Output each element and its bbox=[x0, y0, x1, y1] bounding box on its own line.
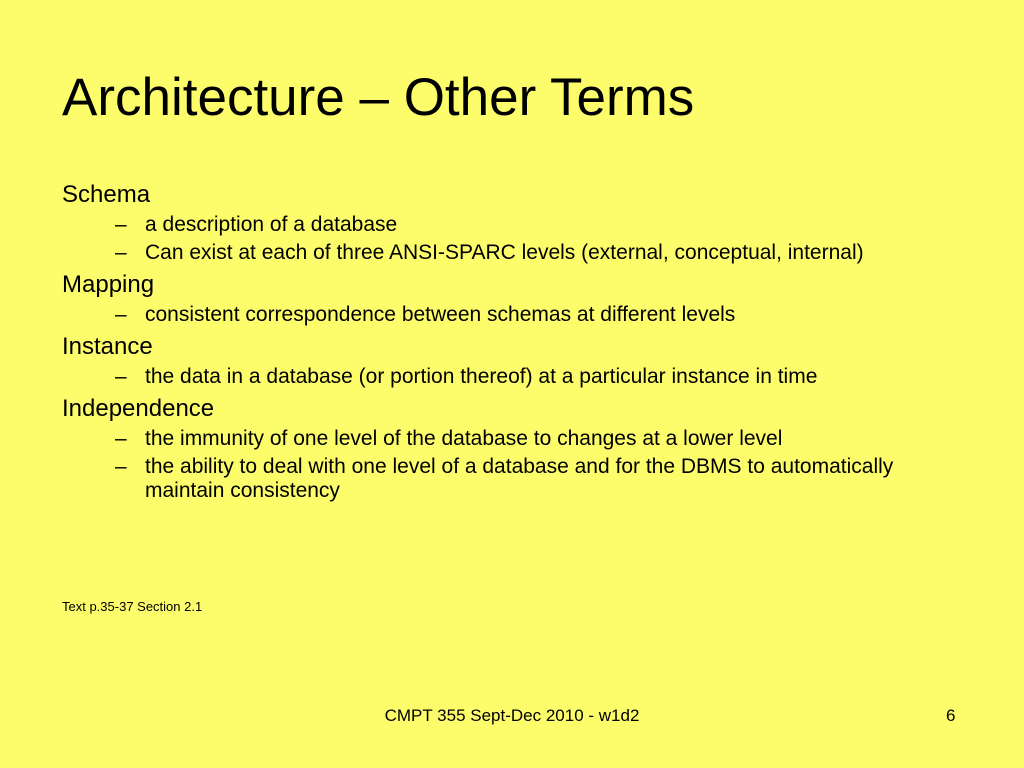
term-heading: Instance bbox=[62, 333, 153, 360]
dash-bullet: – bbox=[115, 455, 127, 478]
dash-bullet: – bbox=[115, 303, 127, 326]
term-section-schema bbox=[62, 181, 962, 265]
definition-text: a description of a database bbox=[145, 213, 398, 236]
definition-text: Can exist at each of three ANSI-SPARC levels (external, conceptual, internal) bbox=[145, 241, 864, 264]
definition-item bbox=[115, 303, 962, 327]
definition-text: the data in a database (or portion thereof) at a particular instance in time bbox=[145, 365, 818, 388]
definition-list bbox=[62, 427, 962, 503]
dash-bullet: – bbox=[115, 427, 127, 450]
definition-text: the ability to deal with one level of a database and for the DBMS to automatically maintain consistency bbox=[145, 455, 894, 502]
definition-item bbox=[115, 241, 962, 265]
definition-list bbox=[62, 365, 962, 389]
term-heading: Schema bbox=[62, 181, 151, 208]
term-section-mapping bbox=[62, 271, 962, 327]
slide-title: Architecture – Other Terms bbox=[62, 68, 695, 127]
definition-item bbox=[115, 213, 962, 237]
dash-bullet: – bbox=[115, 365, 127, 388]
slide-content bbox=[62, 181, 962, 509]
definition-list bbox=[62, 303, 962, 327]
reference-note: Text p.35-37 Section 2.1 bbox=[62, 599, 203, 614]
term-heading: Independence bbox=[62, 395, 215, 422]
definition-item bbox=[115, 455, 962, 503]
definition-item bbox=[115, 427, 962, 451]
dash-bullet: – bbox=[115, 241, 127, 264]
definition-item bbox=[115, 365, 962, 389]
definition-text: consistent correspondence between schemas at different levels bbox=[145, 303, 736, 326]
term-heading: Mapping bbox=[62, 271, 155, 298]
term-section-instance bbox=[62, 333, 962, 389]
slide-footer: CMPT 355 Sept-Dec 2010 - w1d2 bbox=[384, 706, 640, 725]
definition-text: the immunity of one level of the database to changes at a lower level bbox=[145, 427, 783, 450]
dash-bullet: – bbox=[115, 213, 127, 236]
page-number: 6 bbox=[946, 706, 956, 725]
term-section-independence bbox=[62, 395, 962, 503]
definition-list bbox=[62, 213, 962, 265]
